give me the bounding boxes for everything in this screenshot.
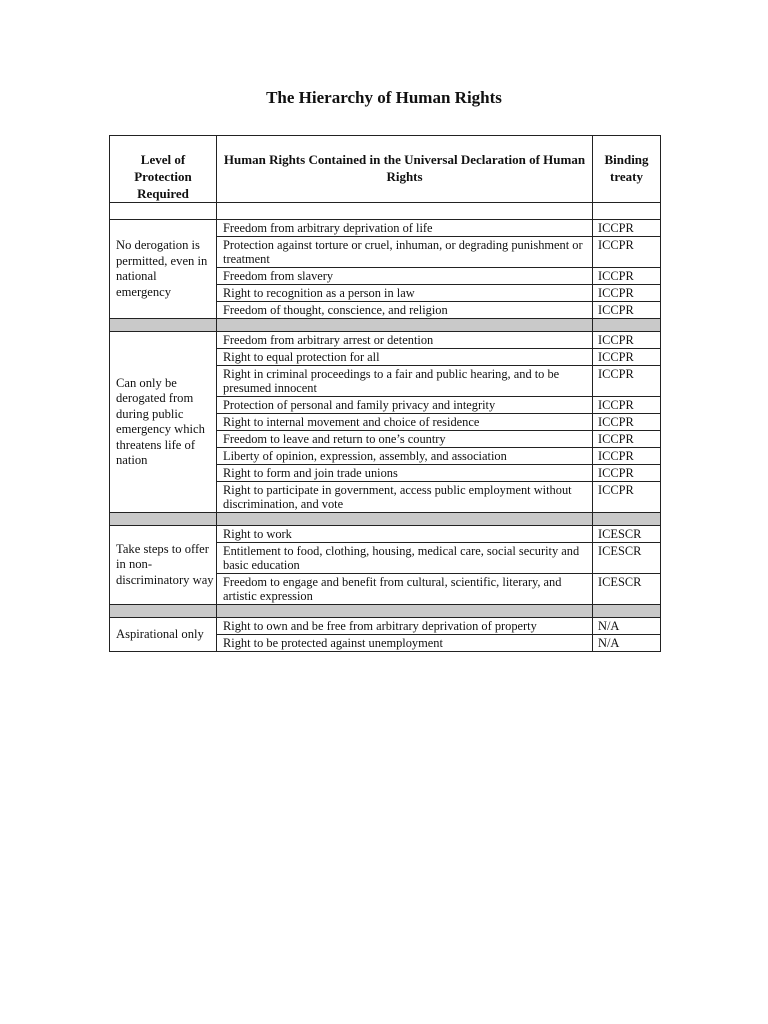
treaty-cell: ICCPR [593,414,661,431]
treaty-cell: N/A [593,618,661,635]
treaty-cell: ICCPR [593,268,661,285]
separator-cell [110,605,217,618]
header-spacer-row [110,203,661,220]
human-right-cell: Right to internal movement and choice of residence [217,414,593,431]
page-title: The Hierarchy of Human Rights [266,88,502,107]
treaty-cell: ICESCR [593,526,661,543]
human-right-cell: Protection of personal and family privacy and integrity [217,397,593,414]
treaty-cell: ICCPR [593,366,661,397]
human-right-cell: Right to participate in government, access public employment without discrimination, and vote [217,482,593,513]
treaty-cell: ICCPR [593,237,661,268]
separator-cell [217,513,593,526]
separator-cell [110,203,217,220]
treaty-cell: ICESCR [593,574,661,605]
group-separator-row [110,319,661,332]
human-right-cell: Freedom to engage and benefit from cultural, scientific, literary, and artistic expression [217,574,593,605]
treaty-cell: ICCPR [593,302,661,319]
separator-cell [110,513,217,526]
human-right-cell: Right to be protected against unemployment [217,635,593,652]
human-right-cell: Right to work [217,526,593,543]
treaty-cell: ICCPR [593,220,661,237]
human-right-cell: Right to own and be free from arbitrary deprivation of property [217,618,593,635]
human-right-cell: Freedom from slavery [217,268,593,285]
separator-cell [217,605,593,618]
table-row [110,526,661,543]
group-separator-row [110,605,661,618]
treaty-cell: ICCPR [593,465,661,482]
header-level: Level of Protection Required [110,136,217,203]
table-row [110,332,661,349]
separator-cell [593,605,661,618]
protection-level-cell: Can only be derogated from during public emergency which threatens life of nation [110,332,217,513]
table-body [110,203,661,652]
human-right-cell: Freedom from arbitrary arrest or detention [217,332,593,349]
human-right-cell: Right in criminal proceedings to a fair and public hearing, and to be presumed innocent [217,366,593,397]
treaty-cell: ICCPR [593,431,661,448]
group-separator-row [110,513,661,526]
header-rights: Human Rights Contained in the Universal Declaration of Human Rights [217,136,593,203]
separator-cell [217,203,593,220]
table-row [110,220,661,237]
human-right-cell: Entitlement to food, clothing, housing, medical care, social security and basic education [217,543,593,574]
human-right-cell: Right to recognition as a person in law [217,285,593,302]
treaty-cell: ICESCR [593,543,661,574]
separator-cell [593,513,661,526]
protection-level-cell: Take steps to offer in non-discriminatory way [110,526,217,605]
human-right-cell: Right to form and join trade unions [217,465,593,482]
rights-hierarchy-table [109,135,661,652]
human-right-cell: Freedom to leave and return to one’s country [217,431,593,448]
header-treaty: Binding treaty [593,136,661,203]
human-right-cell: Protection against torture or cruel, inhuman, or degrading punishment or treatment [217,237,593,268]
treaty-cell: ICCPR [593,332,661,349]
protection-level-cell: Aspirational only [110,618,217,652]
human-right-cell: Right to equal protection for all [217,349,593,366]
human-right-cell: Freedom from arbitrary deprivation of life [217,220,593,237]
treaty-cell: ICCPR [593,285,661,302]
treaty-cell: ICCPR [593,349,661,366]
separator-cell [593,203,661,220]
separator-cell [217,319,593,332]
separator-cell [593,319,661,332]
human-right-cell: Liberty of opinion, expression, assembly, and association [217,448,593,465]
separator-cell [110,319,217,332]
treaty-cell: ICCPR [593,482,661,513]
treaty-cell: ICCPR [593,397,661,414]
table-header-row [110,136,661,203]
treaty-cell: N/A [593,635,661,652]
table-row [110,618,661,635]
human-right-cell: Freedom of thought, conscience, and religion [217,302,593,319]
protection-level-cell: No derogation is permitted, even in national emergency [110,220,217,319]
treaty-cell: ICCPR [593,448,661,465]
